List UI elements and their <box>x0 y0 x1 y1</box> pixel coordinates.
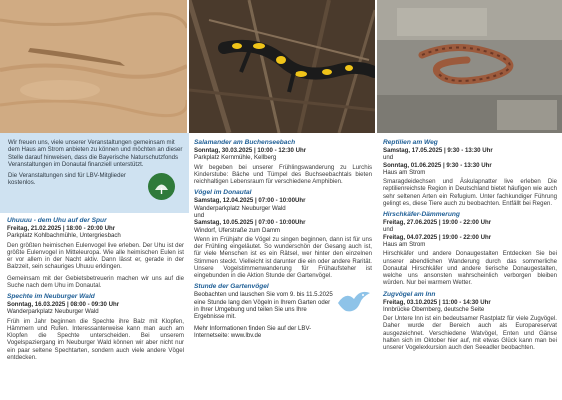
event-title: Uhuuuu - dem Uhu auf der Spur <box>7 217 107 224</box>
event-date: Freitag, 03.10.2025 | 11:00 - 14:30 Uhr <box>383 298 491 306</box>
column-3 <box>377 133 562 400</box>
event-more-info: Mehr Informationen finden Sie auf der LBV-Internetseite: www.lbv.de <box>194 324 312 339</box>
naturschutzfonds-logo-icon <box>148 173 175 200</box>
event-place: Innbrücke Obernberg, deutsche Seite <box>383 305 485 313</box>
event-title: Stunde der Gartenvögel <box>194 283 269 291</box>
event-and: und <box>383 154 394 162</box>
event-date: Samstag, 17.05.2025 | 9:30 - 13:30 Uhr <box>383 147 493 154</box>
event-date: Freitag, 04.07.2025 | 19:00 - 22:00 Uhr <box>383 233 492 241</box>
event-and: und <box>194 211 205 219</box>
event-place: Haus am Strom <box>383 168 426 176</box>
event-spechte <box>7 293 184 361</box>
event-zugvoegel <box>383 291 557 352</box>
event-title: Salamander am Buchenseebach <box>194 139 296 146</box>
event-date: Samstag, 10.05.2025 | 07:00 - 10:00Uhr <box>194 219 306 227</box>
event-place: Windorf, Uferstraße zum Damm <box>194 226 281 234</box>
intro-free-text: Die Veranstaltungen sind für LBV-Mitglieder kostenlos. <box>8 172 126 187</box>
event-text: Gemeinsam mit der Gebietsbetreuerin machen wir uns auf die Suche nach dem Uhu im Donautal. <box>7 274 184 289</box>
intro-text: Wir freuen uns, viele unserer Veranstaltungen gemeinsam mit dem Haus am Strom anbieten zu können und möchten an dieser Stelle darauf hinweisen, dass die Bayerische Naturschutzfonds Veranstaltungen im Donautal finanziell unterstützt. <box>8 139 183 168</box>
event-text: Den größten heimischen Eulenvogel live erleben. Der Uhu ist der größte Eulenvogel in Mitteleuropa. Wie alle heimischen Eulen ist er vor allem in der Nacht aktiv. Dann lässt er, gerade in der Balzzeit, sein schauriges Uhuuu erklingen. <box>7 241 184 271</box>
event-place: Parkplatz Kernmühle, Kellberg <box>194 154 277 162</box>
event-salamander <box>194 139 372 185</box>
bird-icon <box>336 287 372 317</box>
event-date: Samstag, 12.04.2025 | 07:00 - 10:00Uhr <box>194 197 306 205</box>
intro-box <box>0 133 189 213</box>
event-and: und <box>383 226 394 234</box>
event-text: Hirschkäfer und andere Donaugestalten Entdecken Sie bei unserer abendlichen Wanderung durch das sommerliche Donautal Hirschkäfer und andere tierische Donaugestalten, welche uns ansonsten wahrscheinlich verborgen bleiben würden. Nur bei warmem Wetter. <box>383 250 557 287</box>
sandstone-texture-photo <box>0 0 187 133</box>
event-place: Haus am Strom <box>383 241 426 249</box>
event-date: Freitag, 21.02.2025 | 18:00 - 20:00 Uhr <box>7 225 116 232</box>
event-text: Beobachten und lauschen Sie vom 9. bis 11.5.2025 eine Stunde lang den Vögeln in Ihrem Garten oder in Ihrer Umgebung und teilen Sie uns Ihre Ergebnisse mit. <box>194 291 333 321</box>
event-date: Sonntag, 30.03.2025 | 10:00 - 12:30 Uhr <box>194 147 307 154</box>
column-1 <box>0 133 189 400</box>
event-reptilien <box>383 139 557 207</box>
event-date: Sonntag, 01.06.2025 | 9:30 - 13:30 Uhr <box>383 161 492 169</box>
event-garten <box>194 283 372 339</box>
event-voegel <box>194 189 372 279</box>
event-text: Früh im Jahr beginnen die Spechte ihre Balz mit Klopfen, Hämmern und Rufen. Interessanterweise kann man auch am Klopfen die Spechte unterscheiden. Bei unserem Vogelspaziergang im Neuburger Wald können wir aber nicht nur ein paar seltene Spechtarten, sondern auch viele andere Vögel entdecken. <box>7 317 184 361</box>
event-text: Der Untere Inn ist ein bedeutsamer Rastplatz für viele Zugvögel. Daher wurde der Bereich auch als Europareservat ausgezeichnet. Verschiedene Watvögel, Enten und Gänse halten sich im Oktober hier auf, mit etwas Glück kann man bei unserer Vogelexkursion auch den Seeadler beobachten. <box>383 315 557 352</box>
event-title: Reptilien am Weg <box>383 139 438 146</box>
event-text: Wenn im Frühjahr die Vögel zu singen beginnen, dann ist für uns der Frühling eingeläutet. So wunderschön der Gesang auch ist, für viele Menschen ist es ein Rätsel, wer hinter den einzelnen Stimmen steckt. Vielleicht ist darunter die ein oder andere Rarität. Unsere Vogelstimmenwanderung für Frühaufsteher ist eingebunden in die Aktion Stunde der Gartenvögel. <box>194 235 372 280</box>
event-title: Vögel im Donautal <box>194 189 252 197</box>
event-title: Zugvögel am Inn <box>383 290 436 298</box>
event-place: Parkplatz Kohlbachmühle, Untergriesbach <box>7 232 121 240</box>
event-date: Sonntag, 16.03.2025 | 08:00 - 09:30 Uhr <box>7 301 120 309</box>
event-text: Wir begeben bei unserer Frühlingswanderung zu Lurchis Kinderstube: Bäche und Tümpel des Buchseebachtals bieten reichhaltigen Lebensraum für verschiedene Amphibien. <box>194 163 372 186</box>
column-2 <box>189 133 377 400</box>
event-text: Smaragdeidechsen und Äskulapnatter live erleben Die reptilienreichste Region in Deutschland bietet häufigen wie auch sehr seltenen Arten ein Refugium. Unter fachkundiger Führung gelingt es, diese Tiere auch zu beobachten. Entfällt bei Regen. <box>383 178 557 207</box>
event-place: Wanderparkplatz Neuburger Wald <box>7 308 99 316</box>
fire-salamander-photo <box>189 0 375 133</box>
event-title: Hirschkäfer-Dämmerung <box>383 211 460 219</box>
event-date: Freitag, 27.06.2025 | 19:00 - 22:00 Uhr <box>383 219 492 227</box>
event-title: Spechte im Neuburger Wald <box>7 293 95 301</box>
viperine-snake-photo <box>377 0 562 133</box>
event-hirschkaefer <box>383 211 557 286</box>
event-place: Wanderparkplatz Neuburger Wald <box>194 204 286 212</box>
event-uhu <box>7 217 184 289</box>
